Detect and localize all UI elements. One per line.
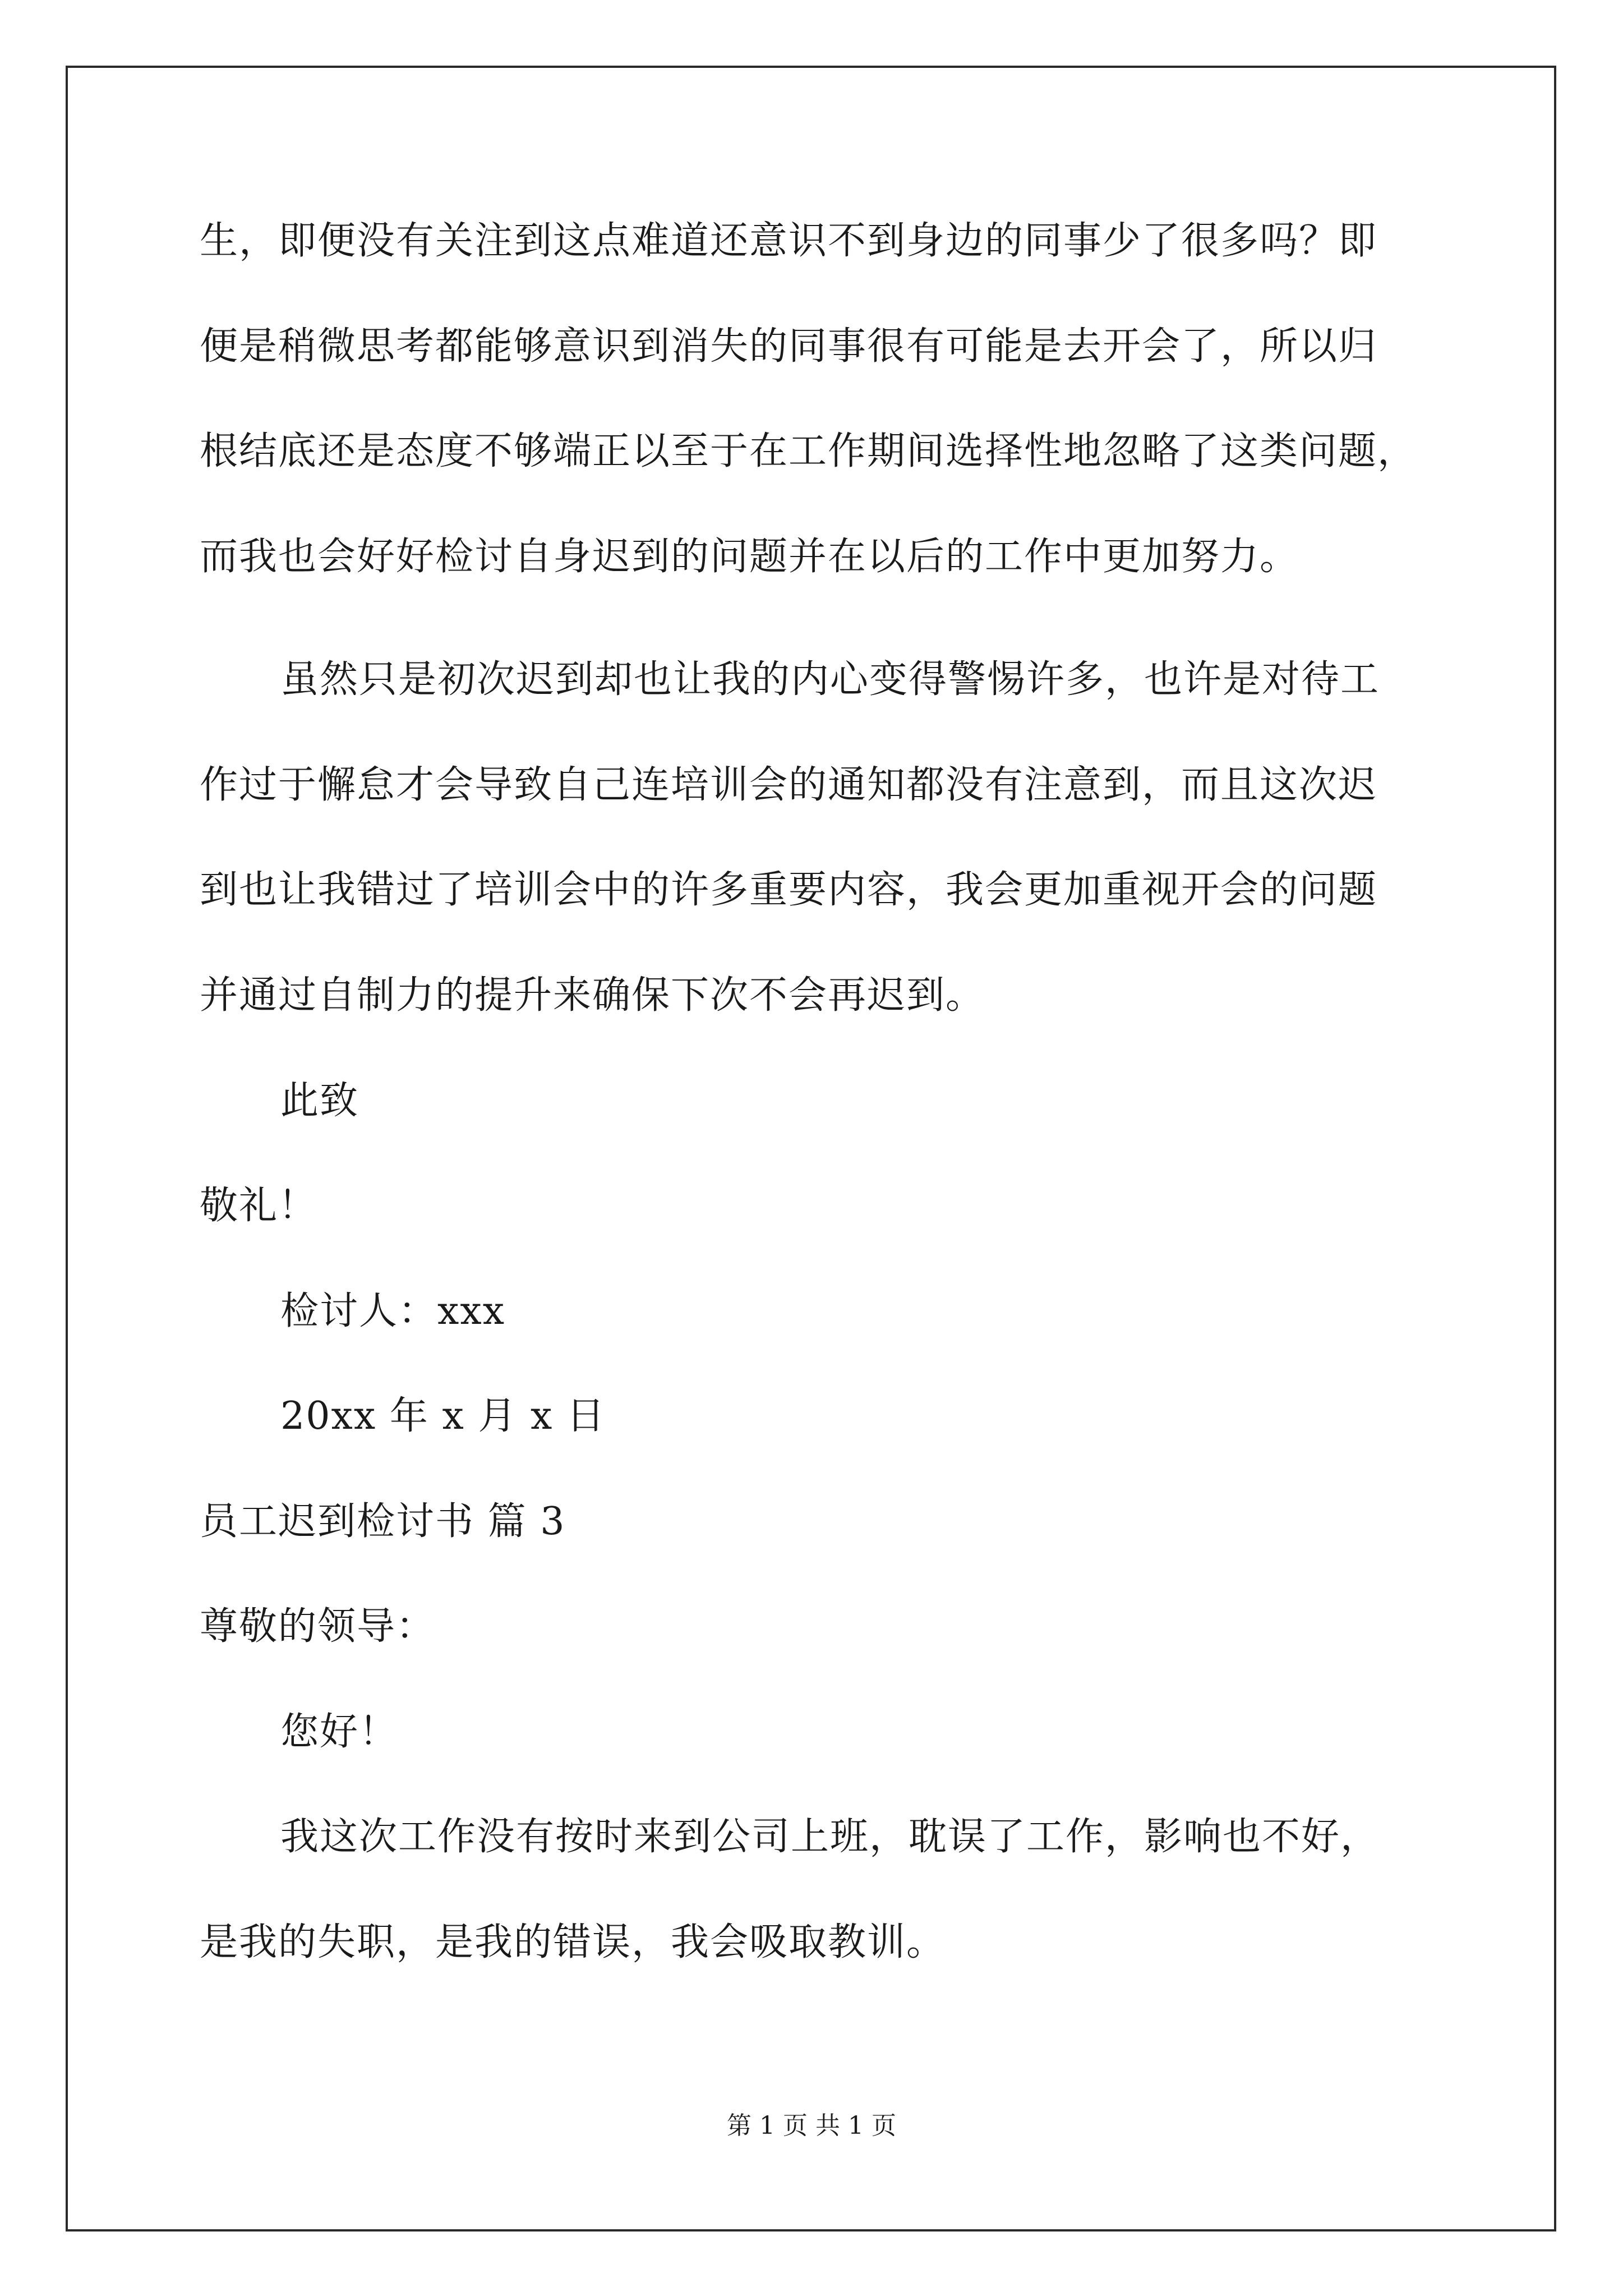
date-line: 20xx 年 x 月 x 日 [280,1394,606,1438]
closing-line: 此致 [280,1079,359,1123]
paragraph-line: 而我也会好好检讨自身迟到的问题并在以后的工作中更加努力。 [200,535,1299,579]
page-border [66,66,1556,2231]
page-footer: 第 1 页 共 1 页 [727,2111,896,2140]
greeting-line: 尊敬的领导： [200,1604,436,1649]
paragraph-line: 我这次工作没有按时来到公司上班，耽误了工作，影响也不好， [280,1815,1380,1859]
section-title: 员工迟到检讨书 篇 3 [200,1499,566,1544]
paragraph-line: 生，即便没有关注到这点难道还意识不到身边的同事少了很多吗？即 [200,219,1378,263]
paragraph-line: 虽然只是初次迟到却也让我的内心变得警惕许多，也许是对待工 [280,657,1380,702]
paragraph-line: 是我的失职，是我的错误，我会吸取教训。 [200,1920,946,1964]
paragraph-line: 作过于懈怠才会导致自己连培训会的通知都没有注意到，而且这次迟 [200,763,1378,807]
hello-line: 您好！ [280,1710,399,1754]
signer-line: 检讨人：xxx [280,1289,506,1333]
salute-line: 敬礼！ [200,1184,318,1228]
paragraph-line: 并通过自制力的提升来确保下次不会再迟到。 [200,973,985,1018]
paragraph-line: 到也让我错过了培训会中的许多重要内容，我会更加重视开会的问题 [200,868,1378,912]
paragraph-line: 根结底还是态度不够端正以至于在工作期间选择性地忽略了这类问题， [200,429,1417,473]
paragraph-line: 便是稍微思考都能够意识到消失的同事很有可能是去开会了，所以归 [200,324,1378,369]
